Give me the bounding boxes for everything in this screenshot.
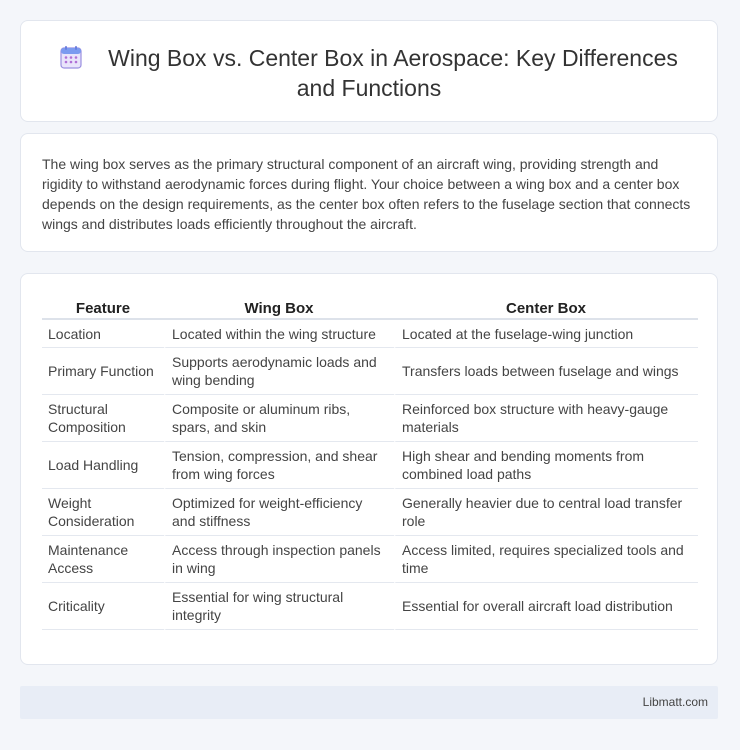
wing-box-cell: Optimized for weight-efficiency and stiffness [164, 489, 394, 536]
feature-cell: Location [42, 320, 164, 348]
wing-box-cell: Access through inspection panels in wing [164, 536, 394, 583]
wing-box-cell: Essential for wing structural integrity [164, 583, 394, 630]
center-box-cell: Located at the fuselage-wing junction [394, 320, 698, 348]
feature-cell: Weight Consideration [42, 489, 164, 536]
comparison-table [42, 296, 698, 630]
title-line-2: and Functions [296, 75, 442, 101]
summary-card [20, 133, 718, 252]
wing-box-cell: Located within the wing structure [164, 320, 394, 348]
summary-text: The wing box serves as the primary structural component of an aircraft wing, providing strength and rigidity to withstand aerodynamic forces during flight. Your choice between a wing box and a center box depends on the design requirements, as the center box often refers to the fuselage section that connects wings and distributes loads efficiently throughout the aircraft. [42, 156, 691, 232]
header-feature: Feature [42, 296, 164, 320]
wing-box-cell: Composite or aluminum ribs, spars, and skin [164, 395, 394, 442]
feature-cell: Maintenance Access [42, 536, 164, 583]
center-box-cell: Access limited, requires specialized tools and time [394, 536, 698, 583]
table-header-row [42, 296, 698, 320]
feature-cell: Load Handling [42, 442, 164, 489]
feature-cell: Primary Function [42, 348, 164, 395]
calendar-grid-icon [60, 45, 82, 69]
page-title [21, 43, 717, 103]
table-row [42, 320, 698, 348]
feature-cell: Structural Composition [42, 395, 164, 442]
wing-box-cell: Tension, compression, and shear from wing forces [164, 442, 394, 489]
title-line-1: Wing Box vs. Center Box in Aerospace: Key Differences [108, 45, 678, 71]
table-row [42, 348, 698, 395]
header-wing-box: Wing Box [164, 296, 394, 320]
center-box-cell: High shear and bending moments from combined load paths [394, 442, 698, 489]
table-row [42, 442, 698, 489]
center-box-cell: Generally heavier due to central load transfer role [394, 489, 698, 536]
header-center-box: Center Box [394, 296, 698, 320]
footer-brand-link[interactable]: Libmatt.com [642, 695, 708, 709]
center-box-cell: Transfers loads between fuselage and wings [394, 348, 698, 395]
table-row [42, 536, 698, 583]
feature-cell: Criticality [42, 583, 164, 630]
comparison-card [20, 273, 718, 665]
title-card [20, 20, 718, 122]
table-row [42, 489, 698, 536]
table-row [42, 583, 698, 630]
center-box-cell: Reinforced box structure with heavy-gauge materials [394, 395, 698, 442]
wing-box-cell: Supports aerodynamic loads and wing bending [164, 348, 394, 395]
table-row [42, 395, 698, 442]
center-box-cell: Essential for overall aircraft load distribution [394, 583, 698, 630]
footer-bar [20, 686, 718, 719]
